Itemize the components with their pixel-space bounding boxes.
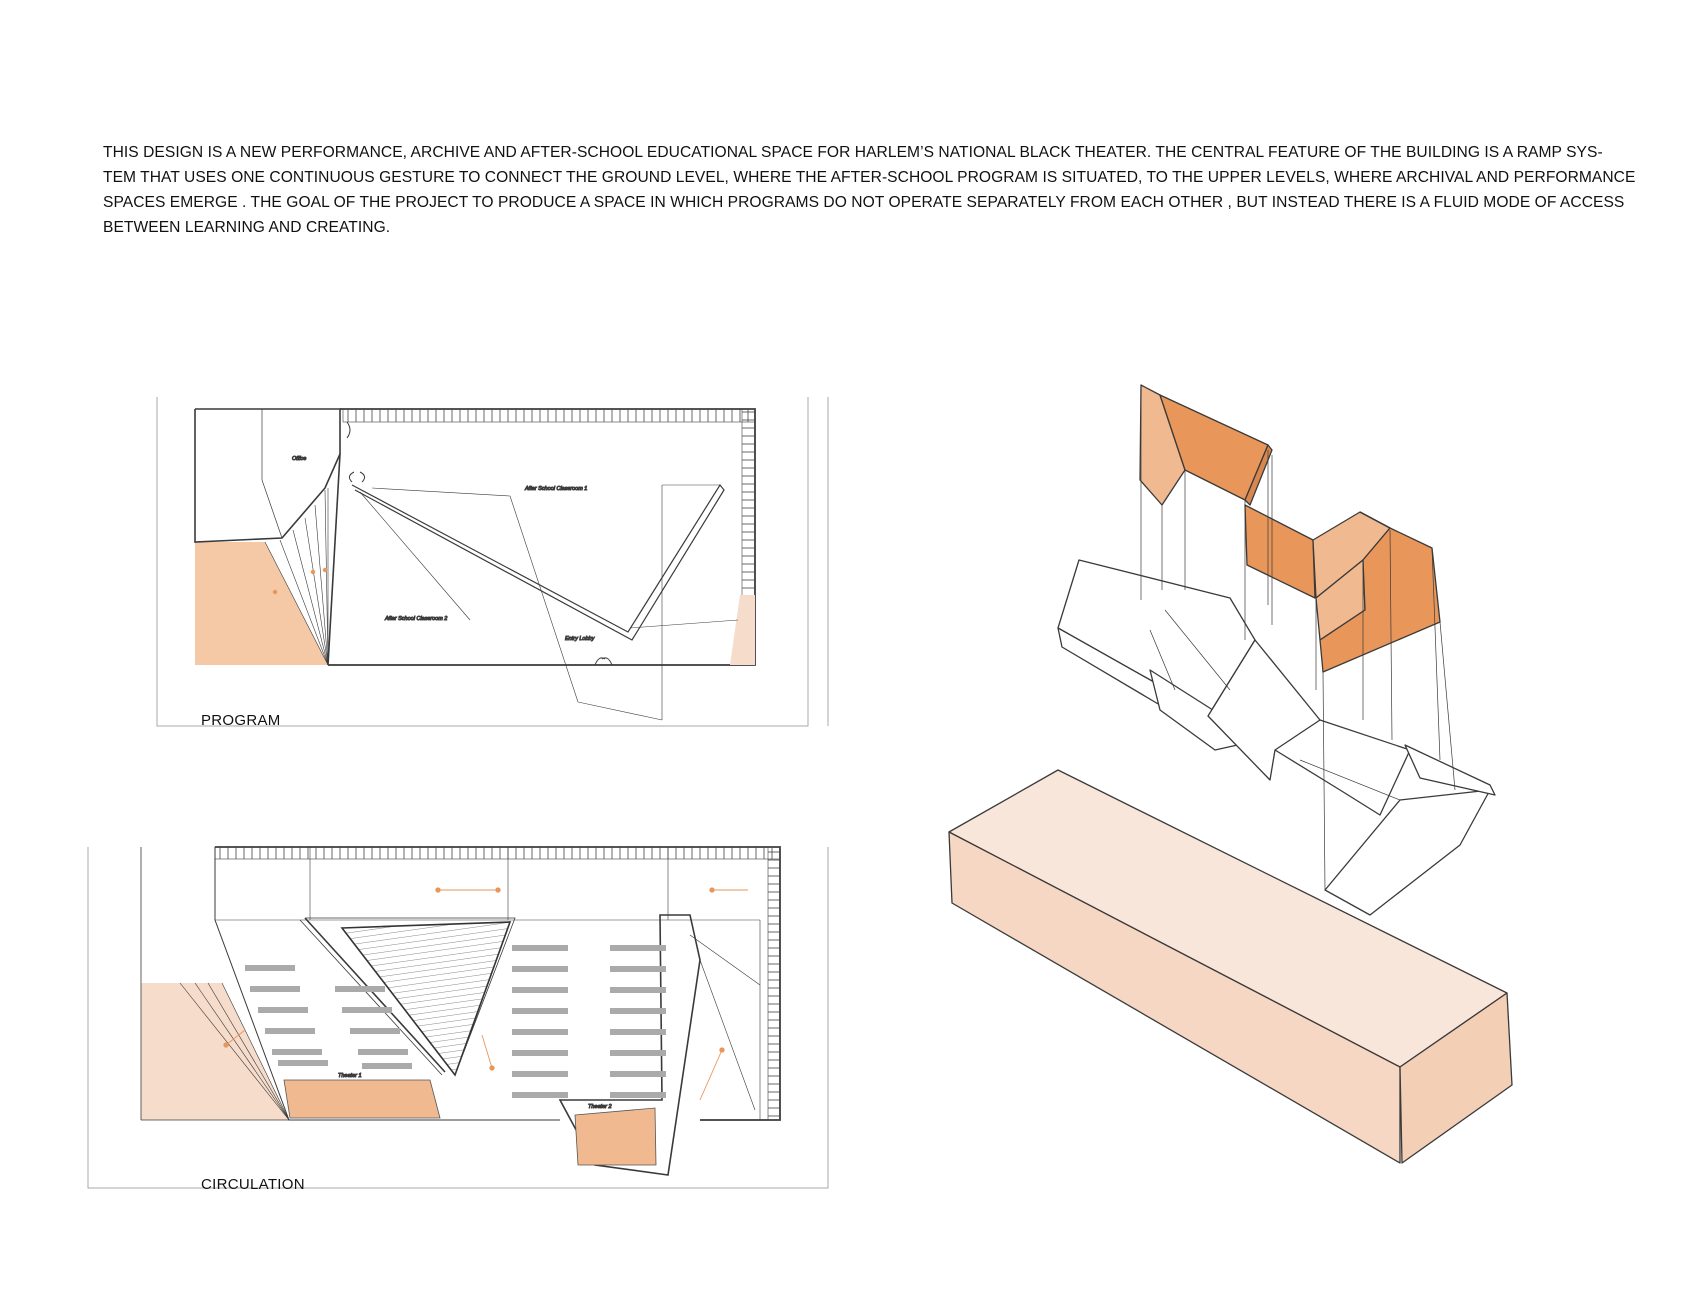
room-tag-entry: Entry Lobby [565, 636, 595, 642]
office-block [195, 409, 340, 542]
room-tag-theater-1: Theater 1 [338, 1073, 362, 1079]
room-tag-theater-2: Theater 2 [588, 1104, 612, 1110]
description-line-4: BETWEEN LEARNING AND CREATING. [103, 219, 391, 236]
program-peach-zone [195, 542, 328, 665]
room-tag-classroom-1: After School Classroom 1 [525, 486, 588, 492]
room-tag-office: Office [292, 456, 307, 462]
circulation-label: CIRCULATION [201, 1176, 305, 1193]
description-line-2: TEM THAT USES ONE CONTINUOUS GESTURE TO CONNECT THE GROUND LEVEL, WHERE THE AFTER-SCHOOL PROGRAM IS SITUATED, TO THE UPPER LEVELS, WHERE ARCHIVAL AND PERFORMANCE [103, 169, 1636, 186]
program-label: PROGRAM [201, 712, 281, 729]
theater-1-stage [284, 1080, 440, 1118]
circulation-plan [88, 847, 828, 1188]
circulation-peach-zone [141, 983, 289, 1120]
theater-2-stage [575, 1108, 656, 1165]
axonometric-diagram [949, 385, 1512, 1163]
theater-2-seating [512, 945, 666, 1098]
room-tag-classroom-2: After School Classroom 2 [385, 616, 448, 622]
building-outline [328, 409, 755, 665]
program-plan [157, 397, 828, 726]
description-line-3: SPACES EMERGE . THE GOAL OF THE PROJECT TO PRODUCE A SPACE IN WHICH PROGRAMS DO NOT OPERATE SEPARATELY FROM EACH OTHER , BUT INSTEAD THERE IS A FLUID MODE OF ACCESS [103, 194, 1625, 211]
description-line-1: THIS DESIGN IS A NEW PERFORMANCE, ARCHIVE AND AFTER-SCHOOL EDUCATIONAL SPACE FOR HARLEM’S NATIONAL BLACK THEATER. THE CENTRAL FEATURE OF THE BUILDING IS A RAMP SYS- [103, 144, 1603, 161]
